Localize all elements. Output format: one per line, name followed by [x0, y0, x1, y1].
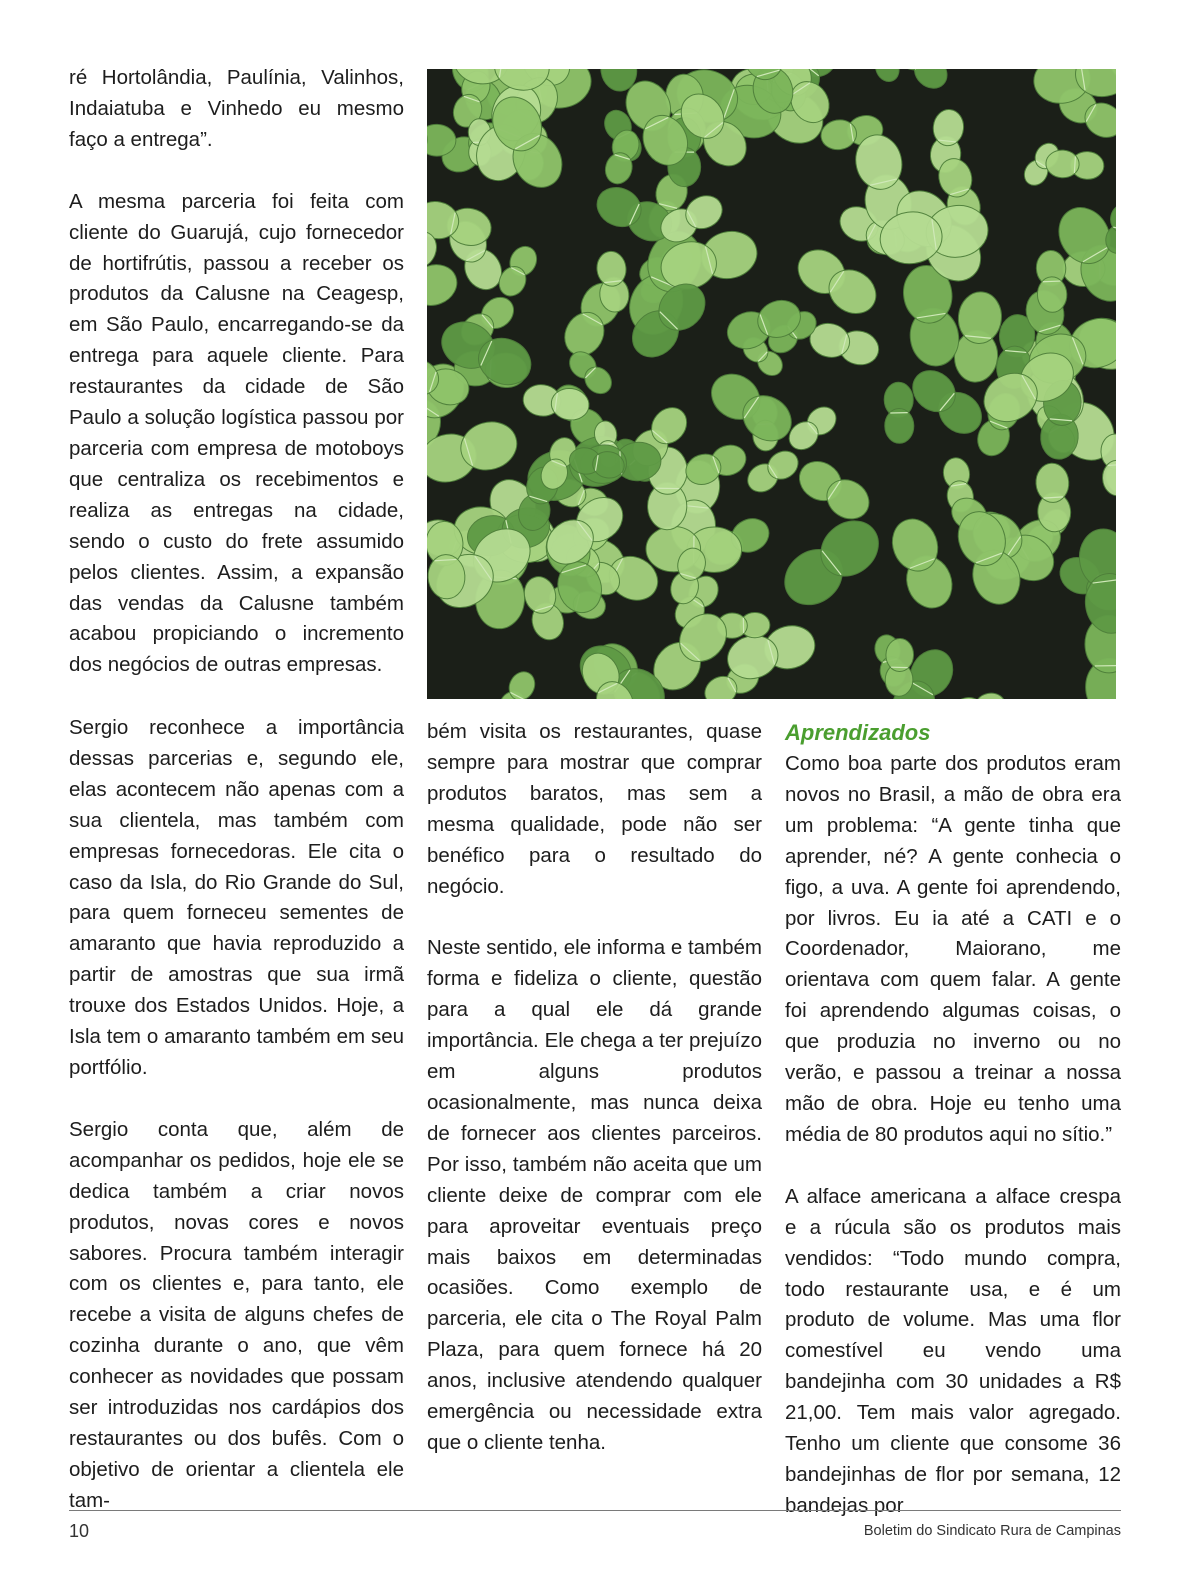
paragraph: Sergio reconhece a importância dessas parcerias e, segundo ele, elas acontecem não apenas com a sua clientela, mas também com empresas fornecedoras. Ele cita o caso da Isla, do Rio Grande do Sul, para quem forneceu sementes de amaranto que havia reproduzido a partir de amostras que sua irmã trouxe dos Estados Unidos. Hoje, a Isla tem o amaranto também em seu portfólio. [69, 716, 404, 1079]
microgreens-photo [427, 69, 1116, 699]
footer-divider [69, 1510, 1121, 1511]
microgreens-photo-icon [427, 69, 1116, 699]
paragraph: A alface americana a alface crespa e a rúcula são os produtos mais vendidos: “Todo mundo compra, todo restaurante usa, e é um produto de volume. Mas uma flor comestível eu vendo uma bandejinha com 30 unidades a R$ 21,00. Tem mais valor agregado. Tenho um cliente que consome 36 bandejinhas de flor por semana, 12 bandejas por [785, 1184, 1121, 1517]
paragraph: Sergio conta que, além de acompanhar os pedidos, hoje ele se dedica também a criar novos produtos, novas cores e novos sabores. Procura também interagir com os clientes e, para tanto, ele recebe a visita de alguns chefes de cozinha durante o ano, que vêm conhecer as novidades que possam ser introduzidas nos cardápios dos restaurantes ou dos bufês. Com o objetivo de orientar a clientela ele tam- [69, 1117, 404, 1512]
article-column-right [785, 717, 1121, 1522]
article-column-left-bottom [69, 713, 404, 1517]
paragraph: ré Hortolândia, Paulínia, Valinhos, Indaiatuba e Vinhedo eu mesmo faço a entrega”. [69, 66, 404, 151]
page-number: 10 [69, 1521, 90, 1541]
paragraph: bém visita os restaurantes, quase sempre para mostrar que comprar produtos baratos, mas sem a mesma qualidade, pode não ser benéfico para o resultado do negócio. [427, 720, 762, 898]
article-column-middle [427, 717, 762, 1459]
publication-title: Boletim do Sindicato Rura de Campinas [863, 1523, 1121, 1539]
section-heading: Aprendizados [785, 720, 931, 745]
paragraph: A mesma parceria foi feita com cliente do Guarujá, cujo fornecedor de hortifrútis, passou a receber os produtos da Calusne na Ceagesp, em São Paulo, encarregando-se da entrega para aquele cliente. Para restaurantes da cidade de São Paulo a solução logística passou por parceria com empresa de motoboys que centraliza os recebimentos e realiza as entregas na cidade, sendo o custo do frete assumido pelos clientes. Assim, a expansão das vendas da Calusne também acabou propiciando o incremento dos negócios de outras empresas. [69, 189, 404, 677]
article-column-left-top [69, 63, 404, 681]
paragraph: Como boa parte dos produtos eram novos no Brasil, a mão de obra era um problema: “A gente tinha que aprender, né? A gente conhecia o figo, a uva. A gente foi aprendendo, por livros. Eu ia até a CATI e o Coordenador, Maiorano, me orientava com quem falar. A gente foi aprendendo algumas coisas, o que produzia no inverno ou no verão, e passou a treinar a nossa mão de obra. Hoje eu tenho uma média de 80 produtos aqui no sítio.” [785, 752, 1121, 1146]
paragraph: Neste sentido, ele informa e também forma e fideliza o cliente, questão para a qual ele dá grande importância. Ele chega a ter prejuízo em alguns produtos ocasionalmente, mas nunca deixa de fornecer aos clientes parceiros. Por isso, também não aceita que um cliente deixe de comprar com ele para aproveitar eventuais preço mais baixos em determinadas ocasiões. Como exemplo de parceria, ele cita o The Royal Palm Plaza, para quem fornece há 20 anos, inclusive atendendo qualquer emergência ou necessidade extra que o cliente tenha. [427, 936, 762, 1454]
